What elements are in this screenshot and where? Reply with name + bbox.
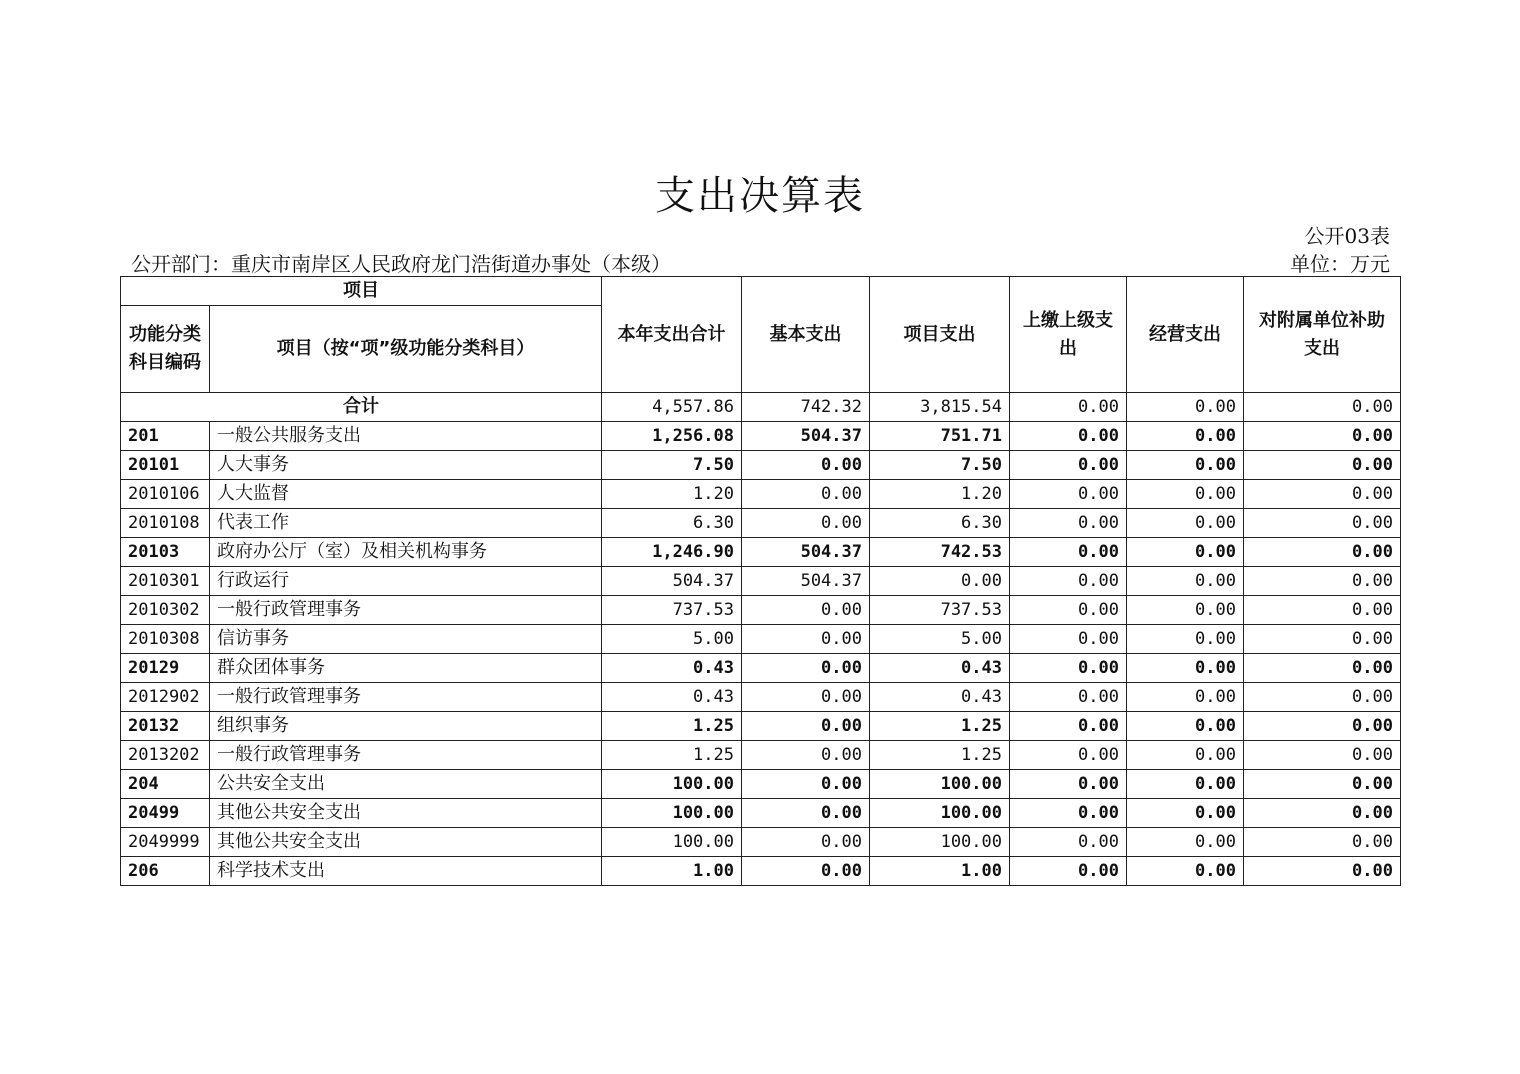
code-cell: 204 [121, 770, 210, 799]
item-name-cell: 一般行政管理事务 [210, 596, 602, 625]
item-name-cell: 人大事务 [210, 451, 602, 480]
amount-cell: 0.00 [1244, 712, 1401, 741]
item-name-cell: 组织事务 [210, 712, 602, 741]
amount-cell: 0.00 [1010, 712, 1127, 741]
amount-cell: 100.00 [602, 770, 742, 799]
amount-cell: 0.00 [742, 828, 870, 857]
amount-cell: 0.00 [1244, 683, 1401, 712]
amount-cell: 1.25 [602, 712, 742, 741]
amount-cell: 5.00 [602, 625, 742, 654]
amount-cell: 0.00 [1127, 828, 1244, 857]
table-row [121, 828, 1401, 857]
table-row [121, 538, 1401, 567]
total-cell: 0.00 [1010, 393, 1127, 422]
table-row [121, 451, 1401, 480]
code-cell: 2049999 [121, 828, 210, 857]
amount-cell: 0.00 [1127, 799, 1244, 828]
amount-cell: 0.00 [1010, 770, 1127, 799]
amount-cell: 0.00 [1127, 480, 1244, 509]
amount-cell: 742.53 [870, 538, 1010, 567]
amount-cell: 0.00 [1010, 654, 1127, 683]
item-name-cell: 信访事务 [210, 625, 602, 654]
amount-cell: 7.50 [870, 451, 1010, 480]
amount-cell: 6.30 [602, 509, 742, 538]
code-cell: 20129 [121, 654, 210, 683]
amount-cell: 0.00 [1127, 538, 1244, 567]
table-row [121, 422, 1401, 451]
code-cell: 2012902 [121, 683, 210, 712]
table-row [121, 799, 1401, 828]
amount-cell: 504.37 [602, 567, 742, 596]
amount-cell: 0.00 [1127, 712, 1244, 741]
item-name-cell: 科学技术支出 [210, 857, 602, 886]
amount-cell: 0.00 [1010, 857, 1127, 886]
table-row [121, 596, 1401, 625]
amount-cell: 0.00 [1010, 799, 1127, 828]
code-cell: 20499 [121, 799, 210, 828]
amount-cell: 0.00 [1127, 857, 1244, 886]
form-number: 公开03表 [1304, 224, 1390, 248]
item-name-cell: 一般行政管理事务 [210, 741, 602, 770]
amount-cell: 100.00 [870, 799, 1010, 828]
amount-cell: 0.00 [742, 683, 870, 712]
table-row [121, 509, 1401, 538]
table-row [121, 683, 1401, 712]
amount-cell: 0.00 [1010, 683, 1127, 712]
amount-cell: 5.00 [870, 625, 1010, 654]
amount-cell: 0.00 [1244, 422, 1401, 451]
amount-cell: 0.00 [1127, 654, 1244, 683]
amount-cell: 1.00 [602, 857, 742, 886]
total-cell: 0.00 [1127, 393, 1244, 422]
total-cell: 3,815.54 [870, 393, 1010, 422]
header-code: 功能分类科目编码 [121, 306, 210, 393]
amount-cell: 0.43 [870, 654, 1010, 683]
total-cell: 0.00 [1244, 393, 1401, 422]
amount-cell: 0.00 [1244, 625, 1401, 654]
code-cell: 201 [121, 422, 210, 451]
amount-cell: 0.00 [1244, 741, 1401, 770]
amount-cell: 1.25 [602, 741, 742, 770]
amount-cell: 1.25 [870, 712, 1010, 741]
amount-cell: 0.00 [1244, 799, 1401, 828]
amount-cell: 0.00 [1127, 770, 1244, 799]
amount-cell: 0.00 [1127, 509, 1244, 538]
item-name-cell: 代表工作 [210, 509, 602, 538]
code-cell: 2010106 [121, 480, 210, 509]
amount-cell: 100.00 [870, 828, 1010, 857]
amount-cell: 0.00 [742, 654, 870, 683]
amount-cell: 0.00 [870, 567, 1010, 596]
amount-cell: 100.00 [870, 770, 1010, 799]
amount-cell: 1,246.90 [602, 538, 742, 567]
code-cell: 206 [121, 857, 210, 886]
table-row [121, 741, 1401, 770]
amount-cell: 0.00 [1010, 596, 1127, 625]
total-cell: 742.32 [742, 393, 870, 422]
amount-cell: 100.00 [602, 828, 742, 857]
amount-cell: 0.00 [1127, 451, 1244, 480]
amount-cell: 0.43 [870, 683, 1010, 712]
amount-cell: 0.00 [1244, 828, 1401, 857]
header-subsidy: 对附属单位补助支出 [1244, 277, 1401, 393]
code-cell: 20132 [121, 712, 210, 741]
amount-cell: 751.71 [870, 422, 1010, 451]
amount-cell: 0.00 [1127, 596, 1244, 625]
amount-cell: 0.00 [742, 712, 870, 741]
amount-cell: 737.53 [870, 596, 1010, 625]
item-name-cell: 政府办公厅（室）及相关机构事务 [210, 538, 602, 567]
amount-cell: 0.00 [1010, 828, 1127, 857]
table-row [121, 567, 1401, 596]
header-basic: 基本支出 [742, 277, 870, 393]
amount-cell: 0.00 [1127, 625, 1244, 654]
amount-cell: 0.00 [1010, 538, 1127, 567]
amount-cell: 0.00 [1127, 741, 1244, 770]
amount-cell: 0.00 [742, 770, 870, 799]
amount-cell: 0.00 [1244, 538, 1401, 567]
amount-cell: 0.00 [742, 509, 870, 538]
amount-cell: 0.00 [1244, 596, 1401, 625]
total-label: 合计 [121, 393, 602, 422]
amount-cell: 0.00 [1244, 857, 1401, 886]
amount-cell: 0.00 [1244, 654, 1401, 683]
amount-cell: 1.00 [870, 857, 1010, 886]
item-name-cell: 一般行政管理事务 [210, 683, 602, 712]
expense-table [120, 276, 1401, 886]
code-cell: 2010301 [121, 567, 210, 596]
amount-cell: 0.00 [1127, 422, 1244, 451]
item-name-cell: 群众团体事务 [210, 654, 602, 683]
amount-cell: 1.20 [602, 480, 742, 509]
amount-cell: 0.00 [1244, 770, 1401, 799]
code-cell: 20103 [121, 538, 210, 567]
table-row [121, 654, 1401, 683]
table-row [121, 625, 1401, 654]
total-cell: 4,557.86 [602, 393, 742, 422]
item-name-cell: 公共安全支出 [210, 770, 602, 799]
amount-cell: 504.37 [742, 538, 870, 567]
amount-cell: 0.00 [1010, 741, 1127, 770]
amount-cell: 1,256.08 [602, 422, 742, 451]
amount-cell: 0.00 [1244, 451, 1401, 480]
header-total: 本年支出合计 [602, 277, 742, 393]
total-row [121, 393, 1401, 422]
header-upper: 上缴上级支出 [1010, 277, 1127, 393]
amount-cell: 0.00 [1010, 567, 1127, 596]
amount-cell: 737.53 [602, 596, 742, 625]
amount-cell: 0.00 [742, 625, 870, 654]
department-label: 公开部门：重庆市南岸区人民政府龙门浩街道办事处（本级） [131, 252, 671, 276]
table-row [121, 770, 1401, 799]
amount-cell: 0.00 [742, 480, 870, 509]
amount-cell: 0.00 [742, 451, 870, 480]
amount-cell: 1.20 [870, 480, 1010, 509]
amount-cell: 0.00 [1244, 509, 1401, 538]
header-item-group: 项目 [121, 277, 602, 306]
amount-cell: 0.00 [1127, 567, 1244, 596]
amount-cell: 0.00 [1010, 451, 1127, 480]
unit-label: 单位：万元 [1290, 252, 1390, 276]
amount-cell: 6.30 [870, 509, 1010, 538]
amount-cell: 0.00 [1010, 509, 1127, 538]
header-item-name: 项目（按“项”级功能分类科目） [210, 306, 602, 393]
amount-cell: 0.00 [742, 799, 870, 828]
code-cell: 2010308 [121, 625, 210, 654]
amount-cell: 0.00 [742, 596, 870, 625]
amount-cell: 0.43 [602, 654, 742, 683]
item-name-cell: 其他公共安全支出 [210, 799, 602, 828]
item-name-cell: 其他公共安全支出 [210, 828, 602, 857]
header-project: 项目支出 [870, 277, 1010, 393]
table-row [121, 857, 1401, 886]
code-cell: 20101 [121, 451, 210, 480]
code-cell: 2013202 [121, 741, 210, 770]
item-name-cell: 人大监督 [210, 480, 602, 509]
item-name-cell: 行政运行 [210, 567, 602, 596]
amount-cell: 0.00 [1127, 683, 1244, 712]
amount-cell: 1.25 [870, 741, 1010, 770]
amount-cell: 0.43 [602, 683, 742, 712]
amount-cell: 0.00 [742, 741, 870, 770]
amount-cell: 0.00 [1244, 567, 1401, 596]
amount-cell: 504.37 [742, 422, 870, 451]
amount-cell: 504.37 [742, 567, 870, 596]
amount-cell: 0.00 [1010, 625, 1127, 654]
table-row [121, 712, 1401, 741]
amount-cell: 7.50 [602, 451, 742, 480]
header-business: 经营支出 [1127, 277, 1244, 393]
amount-cell: 0.00 [1010, 480, 1127, 509]
table-row [121, 480, 1401, 509]
code-cell: 2010108 [121, 509, 210, 538]
amount-cell: 100.00 [602, 799, 742, 828]
code-cell: 2010302 [121, 596, 210, 625]
page-title: 支出决算表 [655, 173, 865, 219]
amount-cell: 0.00 [742, 857, 870, 886]
amount-cell: 0.00 [1244, 480, 1401, 509]
item-name-cell: 一般公共服务支出 [210, 422, 602, 451]
amount-cell: 0.00 [1010, 422, 1127, 451]
